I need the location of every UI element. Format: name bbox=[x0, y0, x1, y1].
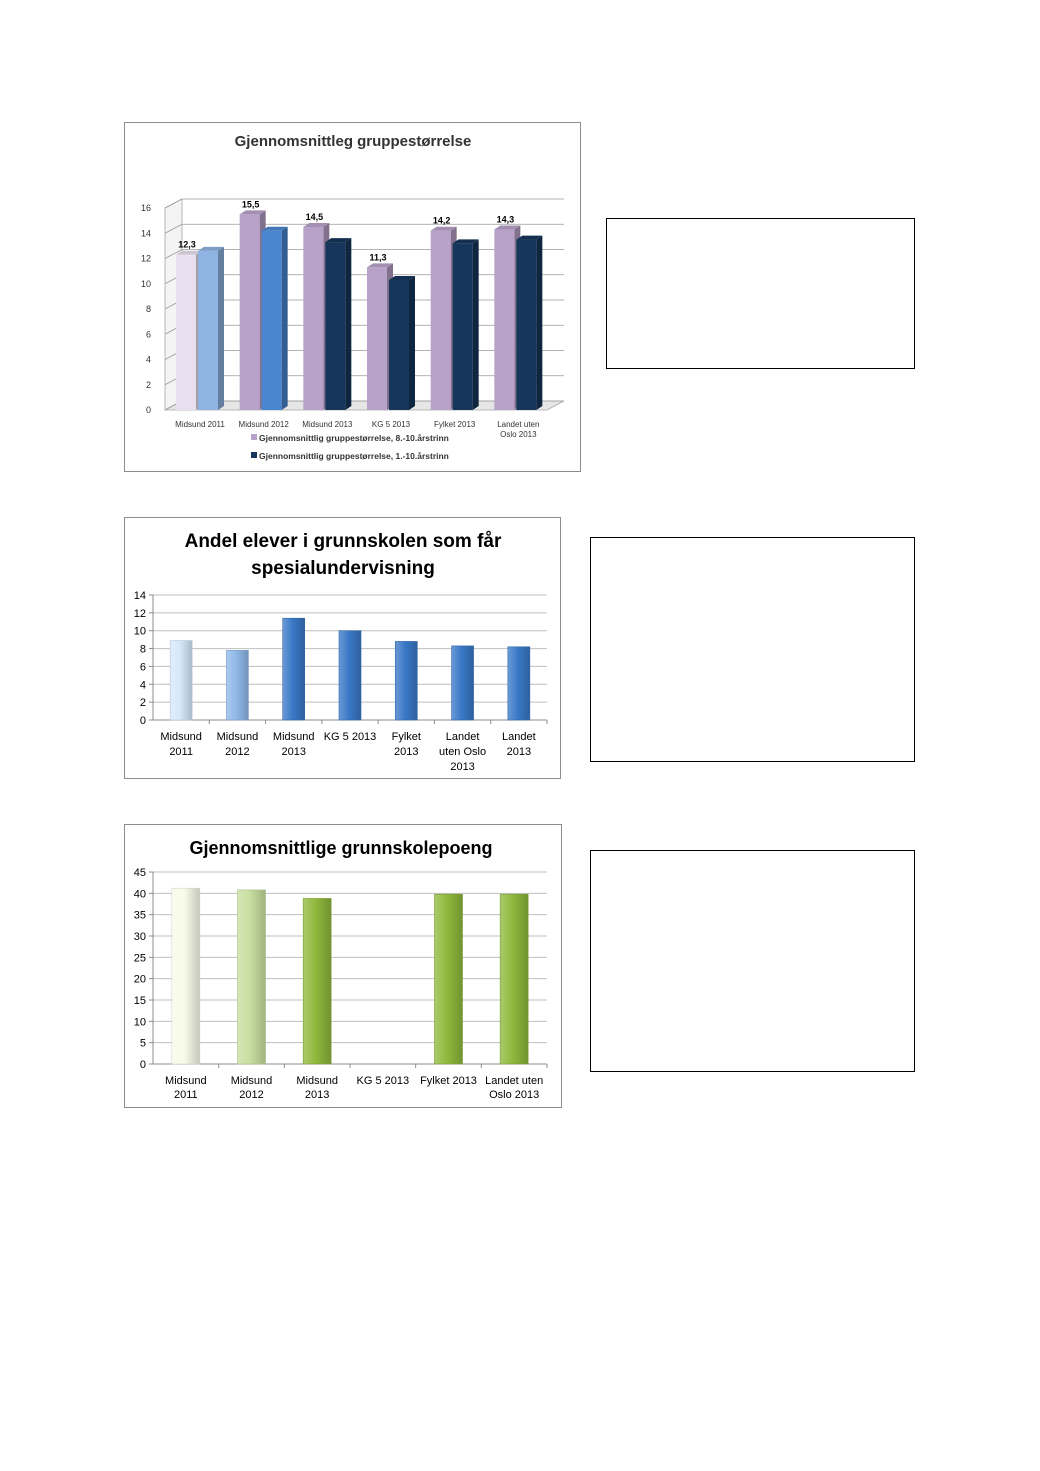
y-tick-label: 8 bbox=[145, 304, 151, 314]
x-tick-label: Midsund 2012 bbox=[238, 420, 289, 429]
y-tick-label: 15 bbox=[133, 995, 146, 1007]
bar bbox=[395, 641, 417, 720]
bar bbox=[494, 229, 514, 410]
y-tick-label: 8 bbox=[139, 643, 146, 656]
y-tick-label: 12 bbox=[133, 607, 146, 620]
y-tick-label: 0 bbox=[139, 715, 146, 727]
bar bbox=[453, 243, 473, 410]
chart-group-size bbox=[124, 122, 581, 472]
chart-group-size-svg bbox=[125, 123, 582, 473]
y-tick-label: 10 bbox=[133, 625, 146, 638]
bar bbox=[176, 255, 196, 410]
y-tick-label: 0 bbox=[145, 405, 151, 415]
bar bbox=[367, 267, 387, 410]
bar bbox=[435, 894, 463, 1064]
bar bbox=[389, 280, 409, 410]
x-tick-label: Midsund 2011 bbox=[175, 420, 225, 429]
x-tick-label: Fylket bbox=[391, 731, 421, 743]
x-tick-label: KG 5 2013 bbox=[356, 1075, 410, 1087]
legend-swatch bbox=[251, 434, 257, 440]
chart-school-points-svg bbox=[125, 825, 563, 1109]
y-tick-label: 2 bbox=[139, 697, 146, 710]
bar bbox=[516, 240, 536, 410]
y-tick-label: 0 bbox=[139, 1059, 146, 1071]
data-label: 14,3 bbox=[496, 214, 515, 225]
x-tick-label: Landet uten bbox=[485, 1075, 544, 1087]
note-box-2 bbox=[590, 537, 915, 762]
chart-school-points bbox=[124, 824, 562, 1108]
x-tick-label: Midsund bbox=[230, 1075, 273, 1087]
bar bbox=[198, 251, 218, 410]
y-tick-label: 6 bbox=[139, 661, 146, 674]
bar bbox=[339, 631, 361, 720]
bar-side bbox=[282, 227, 288, 410]
note-box-1 bbox=[606, 218, 915, 369]
bar bbox=[172, 888, 200, 1064]
x-tick-label: Midsund bbox=[216, 731, 259, 743]
x-tick-label: 2013 bbox=[506, 746, 532, 758]
y-tick-label: 25 bbox=[133, 952, 146, 965]
bar bbox=[226, 650, 248, 720]
y-tick-label: 2 bbox=[145, 379, 151, 390]
x-tick-label: 2013 bbox=[281, 746, 306, 758]
legend-label: Gjennomsnittlig gruppestørrelse, 8.-10.årstrinn bbox=[259, 433, 449, 443]
legend-swatch bbox=[251, 452, 257, 458]
legend-label: Gjennomsnittlig gruppestørrelse, 1.-10.årstrinn bbox=[259, 451, 449, 461]
x-tick-label: Landet bbox=[445, 731, 480, 743]
chart-title: spesialundervisning bbox=[251, 558, 435, 579]
y-tick-label: 10 bbox=[140, 278, 151, 289]
x-tick-label: KG 5 2013 bbox=[323, 731, 377, 743]
bar bbox=[170, 641, 192, 720]
x-tick-label: Oslo 2013 bbox=[489, 1089, 540, 1101]
x-tick-label: Oslo 2013 bbox=[500, 430, 537, 439]
x-tick-label: 2013 bbox=[394, 746, 419, 758]
bar bbox=[303, 227, 323, 410]
chart-special-education bbox=[124, 517, 561, 779]
x-tick-label: Midsund bbox=[296, 1075, 338, 1087]
x-tick-label: Midsund 2013 bbox=[302, 420, 353, 429]
bar bbox=[431, 231, 451, 410]
y-tick-label: 4 bbox=[145, 354, 151, 365]
y-tick-label: 35 bbox=[133, 909, 146, 922]
chart-title: Gjennomsnittlige grunnskolepoeng bbox=[189, 838, 493, 858]
bar bbox=[238, 890, 266, 1064]
bar bbox=[283, 618, 305, 720]
data-label: 14,2 bbox=[432, 215, 451, 226]
bar bbox=[262, 231, 282, 410]
y-tick-label: 45 bbox=[133, 867, 146, 879]
x-tick-label: Midsund bbox=[272, 731, 315, 743]
y-tick-label: 14 bbox=[140, 228, 151, 239]
y-tick-label: 5 bbox=[139, 1037, 146, 1050]
chart-title: Gjennomsnittleg gruppestørrelse bbox=[234, 133, 472, 150]
bar-side bbox=[473, 239, 479, 410]
x-tick-label: Fylket 2013 bbox=[433, 420, 476, 429]
data-label: 11,3 bbox=[369, 252, 387, 263]
x-tick-label: Landet bbox=[502, 731, 536, 743]
x-tick-label: Landet uten bbox=[497, 420, 540, 429]
y-tick-label: 14 bbox=[133, 590, 146, 602]
bar bbox=[325, 242, 345, 410]
x-tick-label: 2011 bbox=[174, 1089, 198, 1101]
bar bbox=[452, 646, 474, 720]
chart-title: Andel elever i grunnskolen som får bbox=[184, 531, 502, 552]
bar bbox=[508, 647, 530, 720]
x-tick-label: Midsund bbox=[160, 731, 202, 743]
y-tick-label: 12 bbox=[140, 253, 151, 264]
bar bbox=[303, 898, 331, 1064]
y-tick-label: 10 bbox=[133, 1016, 146, 1029]
y-tick-label: 20 bbox=[133, 973, 146, 986]
y-tick-label: 16 bbox=[140, 203, 151, 213]
y-tick-label: 40 bbox=[133, 888, 146, 901]
bar-side bbox=[409, 276, 415, 410]
x-tick-label: Fylket 2013 bbox=[420, 1075, 477, 1087]
data-label: 12,3 bbox=[178, 239, 196, 250]
y-tick-label: 6 bbox=[145, 329, 151, 340]
data-label: 15,5 bbox=[241, 199, 260, 210]
bar bbox=[240, 214, 260, 410]
y-tick-label: 4 bbox=[139, 679, 146, 692]
x-tick-label: 2013 bbox=[450, 761, 475, 773]
x-tick-label: 2013 bbox=[304, 1089, 330, 1101]
x-tick-label: KG 5 2013 bbox=[371, 420, 411, 429]
x-tick-label: Midsund bbox=[165, 1075, 207, 1087]
bar-side bbox=[345, 238, 351, 410]
x-tick-label: 2012 bbox=[239, 1089, 264, 1101]
note-box-3 bbox=[590, 850, 915, 1072]
bar-side bbox=[536, 236, 542, 410]
bar-side bbox=[218, 247, 224, 410]
x-tick-label: 2012 bbox=[225, 746, 250, 758]
data-label: 14,5 bbox=[305, 211, 324, 222]
chart-special-education-svg bbox=[125, 518, 562, 780]
y-tick-label: 30 bbox=[133, 931, 146, 943]
bar bbox=[500, 894, 528, 1064]
x-tick-label: 2011 bbox=[169, 746, 193, 758]
x-tick-label: uten Oslo bbox=[439, 746, 487, 758]
